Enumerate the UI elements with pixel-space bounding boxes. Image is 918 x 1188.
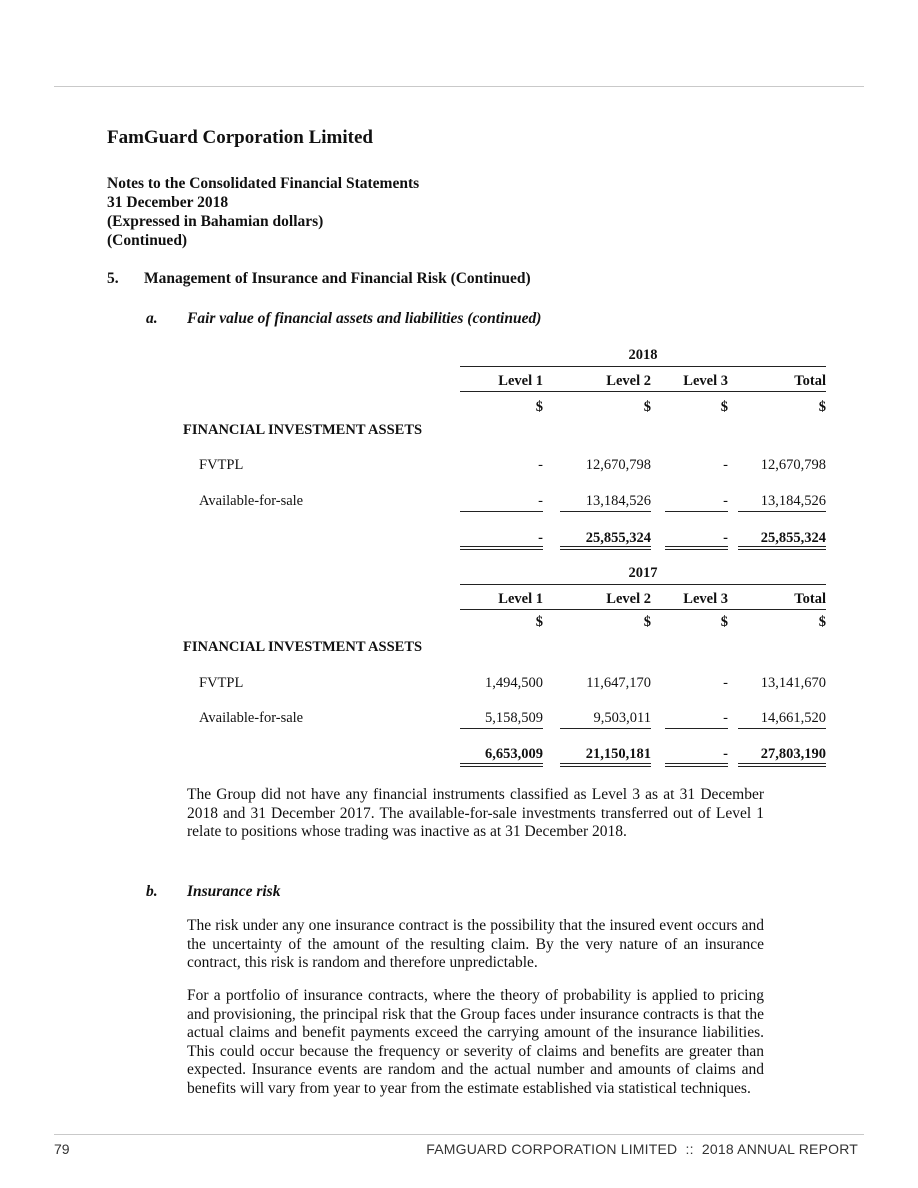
notes-title: Notes to the Consolidated Financial Statements [107, 175, 420, 192]
currency-level2: $ [643, 614, 651, 630]
total-value: - [723, 530, 728, 546]
currency-level3: $ [720, 614, 728, 630]
section-title: Management of Insurance and Financial Risk (Continued) [144, 270, 531, 287]
subtotal-rule [560, 728, 651, 729]
insurance-risk-paragraph-2 [187, 987, 764, 1099]
cell-value: 13,141,670 [760, 675, 826, 691]
table-year-2018: 2018 [628, 347, 658, 363]
subtotal-rule [665, 728, 728, 729]
cell-value: - [723, 675, 728, 691]
footer-report-title: FAMGUARD CORPORATION LIMITED :: 2018 ANNUAL REPORT [426, 1141, 858, 1157]
footer-rule [54, 1134, 864, 1135]
fair-value-table-2017 [0, 218, 918, 778]
subtotal-rule [460, 728, 543, 729]
total-double-rule [460, 766, 543, 767]
total-value: - [538, 530, 543, 546]
total-double-rule [665, 763, 728, 764]
section-label: FINANCIAL INVESTMENT ASSETS [183, 639, 423, 655]
total-value: 25,855,324 [760, 530, 826, 546]
notes-date: 31 December 2018 [107, 194, 229, 211]
cell-value: - [538, 493, 543, 509]
subsection-b-letter: b. [146, 883, 158, 900]
col-header-level3: Level 3 [683, 373, 728, 389]
cell-value: - [723, 457, 728, 473]
notes-currency: (Expressed in Bahamian dollars) [107, 213, 324, 230]
cell-value: - [723, 710, 728, 726]
row-label-fvtpl: FVTPL [199, 675, 244, 691]
total-value: - [723, 746, 728, 762]
total-double-rule [738, 763, 826, 764]
currency-level1: $ [535, 399, 543, 415]
row-label-fvtpl: FVTPL [199, 457, 244, 473]
col-header-total: Total [794, 373, 826, 389]
currency-level1: $ [535, 614, 543, 630]
total-double-rule [665, 766, 728, 767]
subsection-a-letter: a. [146, 310, 158, 327]
section-label: FINANCIAL INVESTMENT ASSETS [183, 422, 423, 438]
cell-value: - [538, 457, 543, 473]
total-value: 25,855,324 [585, 530, 651, 546]
company-name: FamGuard Corporation Limited [107, 127, 373, 148]
subtotal-rule [738, 728, 826, 729]
currency-level3: $ [720, 399, 728, 415]
cell-value: 12,670,798 [585, 457, 651, 473]
row-label-afs: Available-for-sale [199, 710, 304, 726]
currency-total: $ [818, 614, 826, 630]
total-value: 6,653,009 [485, 746, 543, 762]
paragraph-text: The Group did not have any financial instruments classified as Level 3 as at 31 December 2018 and 31 December 2017. The available-for-sale investments transferred out of Level 1 relate to positions whose trading was inactive as at 31 December 2018. [187, 786, 764, 841]
table-year-2017: 2017 [628, 565, 658, 581]
subsection-a-title: Fair value of financial assets and liabilities (continued) [187, 310, 542, 327]
col-header-level2: Level 2 [606, 373, 651, 389]
year-underline [460, 584, 826, 585]
cell-value: 12,670,798 [760, 457, 826, 473]
total-double-rule [560, 763, 651, 764]
subsection-b-title: Insurance risk [187, 883, 281, 900]
total-double-rule [460, 763, 543, 764]
total-value: 21,150,181 [585, 746, 651, 762]
section-number: 5. [107, 270, 119, 287]
header-underline [460, 609, 826, 610]
total-value: 27,803,190 [760, 746, 826, 762]
cell-value: 13,184,526 [760, 493, 826, 509]
insurance-risk-paragraph-1 [187, 917, 764, 973]
cell-value: 9,503,011 [593, 710, 651, 726]
cell-value: - [723, 493, 728, 509]
cell-value: 13,184,526 [585, 493, 651, 509]
cell-value: 1,494,500 [485, 675, 543, 691]
cell-value: 11,647,170 [586, 675, 651, 691]
total-double-rule [738, 766, 826, 767]
paragraph-text: For a portfolio of insurance contracts, where the theory of probability is applied to pricing and provisioning, the principal risk that the Group faces under insurance contracts is that the actual claims and benefit payments exceed the carrying amount of the insurance liabilities. This could occur because the frequency or severity of claims and benefits are greater than expected. Insurance events are random and the actual number and amounts of claims and benefits will vary from year to year from the estimate established via statistical techniques. [187, 987, 764, 1097]
total-double-rule [560, 766, 651, 767]
col-header-level3: Level 3 [683, 591, 728, 607]
cell-value: 5,158,509 [485, 710, 543, 726]
level3-note-paragraph [187, 786, 764, 842]
col-header-level2: Level 2 [606, 591, 651, 607]
paragraph-text: The risk under any one insurance contract is the possibility that the insured event occurs and the uncertainty of the amount of the resulting claim. By the very nature of an insurance contract, this risk is random and therefore unpredictable. [187, 917, 764, 972]
cell-value: 14,661,520 [760, 710, 826, 726]
notes-continued: (Continued) [107, 232, 188, 249]
row-label-afs: Available-for-sale [199, 493, 304, 509]
col-header-level1: Level 1 [498, 373, 543, 389]
page-number: 79 [54, 1141, 70, 1157]
col-header-level1: Level 1 [498, 591, 543, 607]
col-header-total: Total [794, 591, 826, 607]
currency-total: $ [818, 399, 826, 415]
currency-level2: $ [643, 399, 651, 415]
